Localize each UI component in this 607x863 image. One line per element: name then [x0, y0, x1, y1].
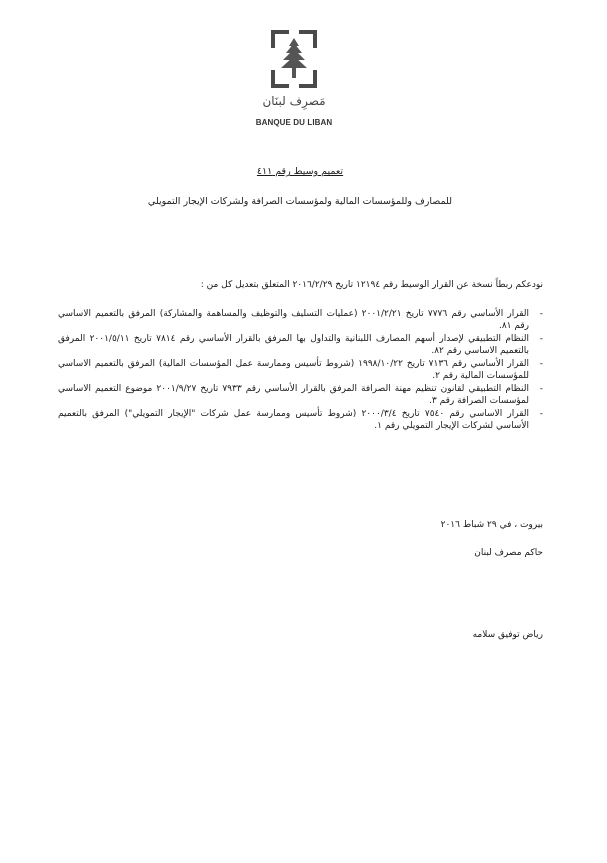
- circular-title: تعميم وسيط رقم ٤١١: [256, 166, 344, 177]
- logo-arabic-name: مَصرِف لبنَان: [262, 94, 326, 108]
- amended-items-list: [58, 309, 543, 434]
- list-item-text: النظام التطبيقي لإصدار أسهم المصارف اللبنانية والتداول بها المرفق بالقرار الأساسي رقم ٧٨١٤ تاريخ ٢٠٠١/٥/١١ المرفق بالتعميم الاساسي رقم ٨٢.: [58, 334, 529, 356]
- list-item-text: القرار الاساسي رقم ٧٥٤٠ تاريخ ٢٠٠٠/٣/٤ (شروط تأسيس وممارسة عمل شركات "الإيجار التمويلي") المرفق بالتعميم الأساسي لشركات الإيجار التمويلي رقم ١.: [58, 409, 529, 431]
- governor-title: حاكم مصرف لبنان: [474, 548, 543, 558]
- list-item: - القرار الأساسي رقم ٧٧٧٦ تاريخ ٢٠٠١/٢/٢١ (عمليات التسليف والتوظيف والمساهمة والمشاركة) المرفق بالتعميم الاساسي رقم ٨١.: [58, 309, 543, 331]
- intro-paragraph: نودعكم ربطاً نسخة عن القرار الوسيط رقم ١٢١٩٤ تاريخ ٢٠١٦/٢/٢٩ المتعلق بتعديل كل من :: [200, 280, 543, 290]
- addressee-line: للمصارف وللمؤسسات المالية ولمؤسسات الصرافة ولشركات الإيجار التمويلي: [147, 196, 453, 207]
- list-item: - النظام التطبيقي لإصدار أسهم المصارف اللبنانية والتداول بها المرفق بالقرار الأساسي رقم ٧٨١٤ تاريخ ٢٠٠١/٥/١١ المرفق بالتعميم الاساسي رقم ٨٢.: [58, 334, 543, 356]
- list-item: - النظام التطبيقي لقانون تنظيم مهنة الصرافة المرفق بالقرار الأساسي رقم ٧٩٣٣ تاريخ ٢٠٠١/٩/٢٧ موضوع التعميم الاساسي لمؤسسات الصرافة رقم ٣.: [58, 384, 543, 406]
- list-item: - القرار الأساسي رقم ٧١٣٦ تاريخ ١٩٩٨/١٠/٢٢ (شروط تأسيس وممارسة عمل المؤسسات المالية) المرفق بالتعميم الاساسي للمؤسسات المالية رقم ٢.: [58, 359, 543, 381]
- signer-name: رياض توفيق سلامه: [472, 630, 543, 640]
- list-item: - القرار الاساسي رقم ٧٥٤٠ تاريخ ٢٠٠٠/٣/٤ (شروط تأسيس وممارسة عمل شركات "الإيجار التمويلي") المرفق بالتعميم الأساسي لشركات الإيجار التمويلي رقم ١.: [58, 409, 543, 431]
- bank-logo: [252, 22, 336, 140]
- list-item-text: النظام التطبيقي لقانون تنظيم مهنة الصرافة المرفق بالقرار الأساسي رقم ٧٩٣٣ تاريخ ٢٠٠١/٩/٢٧ موضوع التعميم الاساسي لمؤسسات الصرافة رقم ٣.: [58, 384, 529, 406]
- place-and-date: بيروت ، في ٢٩ شباط ٢٠١٦: [440, 520, 543, 530]
- cedar-logo-icon: [269, 28, 319, 90]
- list-item-text: القرار الأساسي رقم ٧٧٧٦ تاريخ ٢٠٠١/٢/٢١ (عمليات التسليف والتوظيف والمساهمة والمشاركة) المرفق بالتعميم الاساسي رقم ٨١.: [58, 309, 529, 331]
- logo-english-name: BANQUE DU LIBAN: [255, 118, 333, 127]
- list-item-text: القرار الأساسي رقم ٧١٣٦ تاريخ ١٩٩٨/١٠/٢٢ (شروط تأسيس وممارسة عمل المؤسسات المالية) المرفق بالتعميم الاساسي للمؤسسات المالية رقم ٢.: [58, 359, 529, 381]
